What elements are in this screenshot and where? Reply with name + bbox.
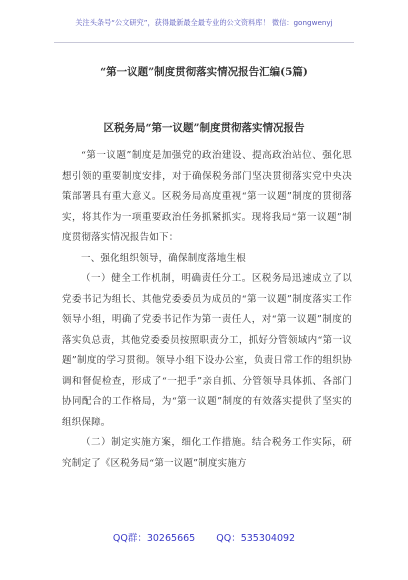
document-body [62,146,352,474]
header-divider [54,42,354,43]
footer-qq-group: QQ群：30265665 [112,533,196,544]
paragraph-mechanism: （一）健全工作机制，明确责任分工。区税务局迅速成立了以党委书记为组长、其他党委委员为成员的“第一议题”制度落实工作领导小组，明确了党委书记作为第一责任人，对“第一议题”制度的落实负总责，其他党委委员按照职责分工，抓好分管领域内“第一议题”制度的学习贯彻。领导小组下设办公室，负责日常工作的组织协调和督促检查，形成了“一把手”亲自抓、分管领导具体抓、各部门协同配合的工作格局，为“第一议题”制度的有效落实提供了坚实的组织保障。 [62,273,352,428]
document-title: “第一议题”制度贯彻落实情况报告汇编(5篇) [100,66,308,78]
paragraph-plan: （二）制定实施方案，细化工作措施。结合税务工作实际，研究制定了《区税务局“第一议题”制度实施方 [62,437,352,469]
section-heading: 一、强化组织领导，确保制度落地生根 [81,252,246,264]
footer-qq: QQ：535304092 [216,533,296,544]
paragraph-intro: “第一议题”制度是加强党的政治建设、提高政治站位、强化思想引领的重要制度安排，对于确保税务部门坚决贯彻落实党中央决策部署具有重大意义。区税务局高度重视“第一议题”制度的贯彻落实，将其作为一项重要政治任务抓紧抓实。现将我局“第一议题”制度贯彻落实情况报告如下： [62,150,352,243]
document-subtitle: 区税务局“第一议题”制度贯彻落实情况报告 [103,122,305,134]
footer-contact [0,530,408,544]
header-note: 关注头条号“公文研究”，获得最新最全最专业的公文资料库！ 微信：gongwenyj [75,18,333,27]
